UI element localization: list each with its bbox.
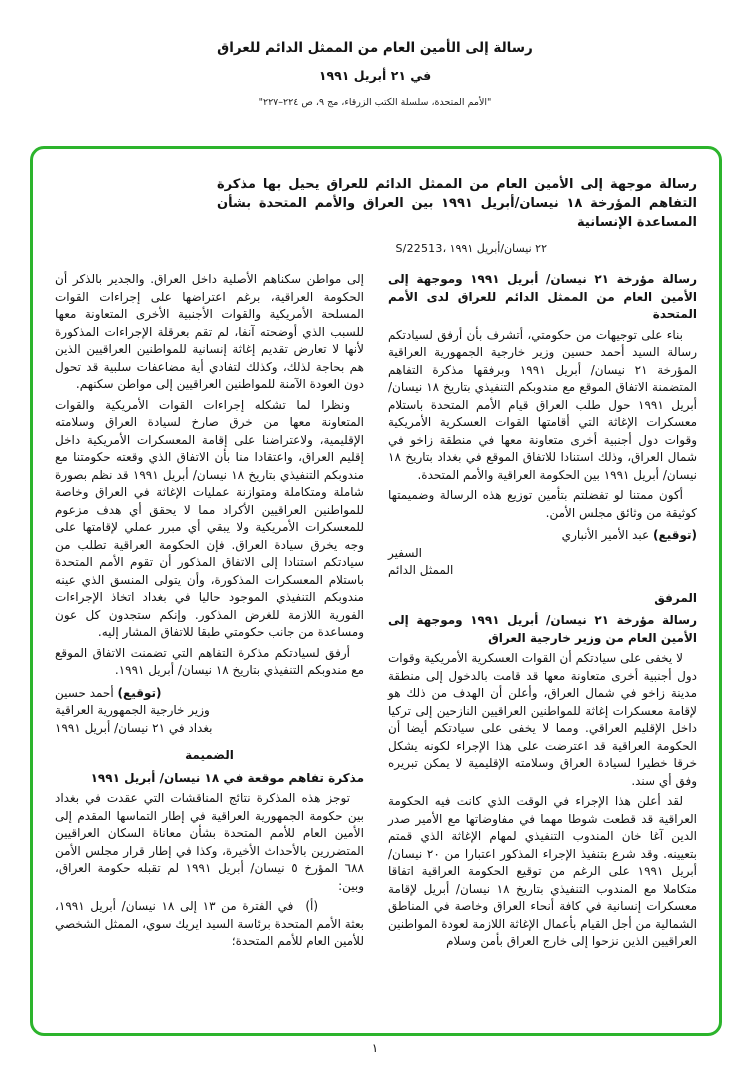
document-reference-date: ٢٢ نيسان/أبريل ١٩٩١: [449, 242, 547, 255]
header-date: في ٢١ أبريل ١٩٩١: [318, 68, 432, 83]
enclosure-heading: مذكرة تفاهم موقعة في ١٨ نيسان/ أبريل ١٩٩١: [90, 770, 364, 785]
page-header: [0, 40, 750, 108]
annex-label: المرفق: [654, 590, 697, 605]
list-item-text: في الفترة من ١٣ إلى ١٨ نيسان/ أبريل ١٩٩١، بعثة الأمم المتحدة برئاسة السيد ايريك سوي، الممثل الشخصي للأمين العام للأمم المتحدة؛: [55, 899, 364, 948]
paragraph: بناء على توجيهات من حكومتي، أتشرف بأن أرفق لسيادتكم رسالة السيد أحمد حسين وزير خارجية الجمهورية العراقية المؤرخة ٢١ نيسان/ أبريل ١٩٩١ وبرفقها مذكرة التفاهم المتضمنة الاتفاق الموقع مع مندوبكم التنفيذي بتاريخ ١٨ نيسان/ أبريل ١٩٩١ حول طلب العراق قيام الأمم المتحدة باستلام معسكرات الإغاثة التي أقامتها القوات العسكرية الأمريكية وقوات دول أجنبية أخرى متعاونة معها في منطقة زاخو في شمال العراق، وذلك استنادا للاتفاق الموقع في بغداد بتاريخ ١٨ نيسان/ أبريل ١٩٩١ بين الحكومة العراقية والأمم المتحدة.: [388, 327, 698, 482]
column-left: [55, 271, 364, 954]
list-item-marker: (أ): [305, 899, 319, 913]
signatory-title: وزير خارجية الجمهورية العراقية: [55, 703, 210, 717]
signatory-name: أحمد حسين: [55, 685, 114, 700]
paragraph: لقد أعلن هذا الإجراء في الوقت الذي كانت فيه الحكومة العراقية قد قطعت شوطا مهما في مفاوضاتها مع الأمير صدر الدين آغا خان المندوب التنفيذي لمهام الإغاثة الذي قمتم بتعيينه. وقد شرع بتنفيذ الإجراء المذكور اعتبارا من ٢٠ نيسان/ أبريل ١٩٩١ على الرغم من توقيع الحكومة العراقية اتفاقا متكاملا مع المندوب التنفيذي بتاريخ ١٨ نيسان/ أبريل لإقامة معسكرات إنسانية في كافة أنحاء العراق وخاصة في المناطق الشمالية من أجل القيام بأعمال الإغاثة اللازمة لعودة المواطنين العراقيين الذين نزحوا إلى خارج العراق بأمن وسلام: [388, 794, 697, 948]
page-number: ١: [371, 1041, 379, 1055]
enclosure-label: الضميمة: [185, 748, 234, 762]
list-item-a: [55, 898, 364, 951]
header-title: رسالة إلى الأمين العام من الممثل الدائم للعراق: [217, 40, 533, 56]
signatory-title: السفير: [388, 545, 423, 560]
signed-label: (توقيع): [117, 685, 162, 700]
annex-heading: رسالة مؤرخة ٢١ نيسان/ أبريل ١٩٩١ وموجهة إلى الأمين العام من وزير خارجية العراق: [388, 613, 697, 645]
paragraph: ونظرا لما تشكله إجراءات القوات الأمريكية والقوات المتعاونة معها من خرق صارخ لسيادة العراق وسلامته الإقليمية، ولاعتراضنا على إقامة المعسكرات الأمريكية داخل إقليم العراق، واعتقادا منا بأن الاتفاق الذي وقعته حكومتنا مع مندوبكم التنفيذي بتاريخ ١٨ نيسان/ أبريل ١٩٩١ قد نظم بصورة شاملة ومتكاملة ومتوازنة عمليات الإغاثة في العراق وخاصة للمواطنين العراقيين الأكراد مما لا يحقق أي هدف مزعوم للمعسكرات الأمريكية ولا يبقي أي مبرر عملي لإقامتها على وجه يخرق سيادة العراق. فإن الحكومة العراقية تطلب من سيادتكم استنادا إلى الاتفاق المذكور أن تقوم الأمم المتحدة باستلام المعسكرات المذكورة، وأن يتولى المنسق الذي عينه مندوبكم التنفيذي الموجود حاليا في بغداد اتخاذ الإجراءات الفورية اللازمة للغرض المذكور. وإنكم ستجدون كل عون ومساعدة من جانب حكومتي طبقا للاتفاق المشار إليه.: [55, 397, 364, 639]
document-symbol: S/22513،: [395, 242, 447, 255]
source-citation: "الأمم المتحدة، سلسلة الكتب الزرقاء، مج ٩، ص ٢٢٤–٢٢٧": [258, 97, 492, 108]
document-frame: [30, 146, 722, 1036]
paragraph: أرفق لسيادتكم مذكرة التفاهم التي تضمنت الاتفاق الموقع مع مندوبكم التنفيذي بتاريخ ١٨ نيسان/ أبريل ١٩٩١.: [55, 645, 364, 677]
signature-place-date: بغداد في ٢١ نيسان/ أبريل ١٩٩١: [55, 720, 213, 735]
document-title: رسالة موجهة إلى الأمين العام من الممثل الدائم للعراق يحيل بها مذكرة التفاهم المؤرخة ١٨ نيسان/أبريل ١٩٩١ بين العراق والأمم المتحدة بشأن المساعدة الإنسانية: [217, 177, 697, 230]
letter-heading: رسالة مؤرخة ٢١ نيسان/ أبريل ١٩٩١ وموجهة إلى الأمين العام من الممثل الدائم للعراق لدى الأمم المتحدة: [388, 272, 697, 321]
paragraph: أكون ممتنا لو تفضلتم بتأمين توزيع هذه الرسالة وضميمتها كوثيقة من وثائق مجلس الأمن.: [388, 488, 697, 520]
paragraph: إلى مواطن سكناهم الأصلية داخل العراق. والجدير بالذكر أن الحكومة العراقية، برغم اعتراضها على إجراءات القوات المسلحة الأمريكية والقوات الأجنبية الأخرى المتعاونة معها للسبب الذي أوضحته آنفا، لم تقم بعرقلة الإجراءات المذكورة لأنها لا تعارض تقديم إغاثة إنسانية للمواطنين العراقيين الذين هم بحاجة لذلك، وكذلك لتفادي أية مضاعفات سلبية قد تحول دون العودة الآمنة للمواطنين العراقيين إلى مواطن سكنهم.: [55, 272, 364, 391]
signature-line: [388, 527, 697, 545]
paragraph: لا يخفى على سيادتكم أن القوات العسكرية الأمريكية وقوات دول أجنبية أخرى متعاونة معها قد قامت بالدخول إلى منطقة مدينة زاخو في شمال العراق، وأعلن أن الهدف من ذلك هو لإقامة معسكرات إغاثة للمواطنين العراقيين النازحين إلى تركيا داخل الإقليم العراقي. ومما لا يخفى على سيادتكم أيضا أن الحكومة العراقية قد اعترضت على هذا الإجراء لكونه يشكل خرقا خطيرا لسيادة العراق وسلامته الإقليمية لا يمكن تبريره وفق أي سند.: [388, 651, 697, 788]
column-right: [388, 271, 697, 954]
signatory-role: الممثل الدائم: [388, 563, 454, 577]
two-column-text: [55, 271, 697, 954]
paragraph: توجز هذه المذكرة نتائج المناقشات التي عقدت في بغداد بين حكومة الجمهورية العراقية في إطار التماسها المقدم إلى الأمين العام للأمم المتحدة بشأن معاناة السكان العراقيين المتضررين بالأحداث الأخيرة، وكذا في إطار قرار مجلس الأمن ٦٨٨ المؤرخ ٥ نيسان/ أبريل ١٩٩١ لم تقبله حكومة العراق، وبين:: [55, 791, 364, 893]
signature-line: [55, 685, 364, 703]
signed-label: (توقيع): [653, 528, 697, 542]
document-reference: [55, 242, 547, 255]
signatory-name: عبد الأمير الأنباري: [561, 528, 650, 542]
